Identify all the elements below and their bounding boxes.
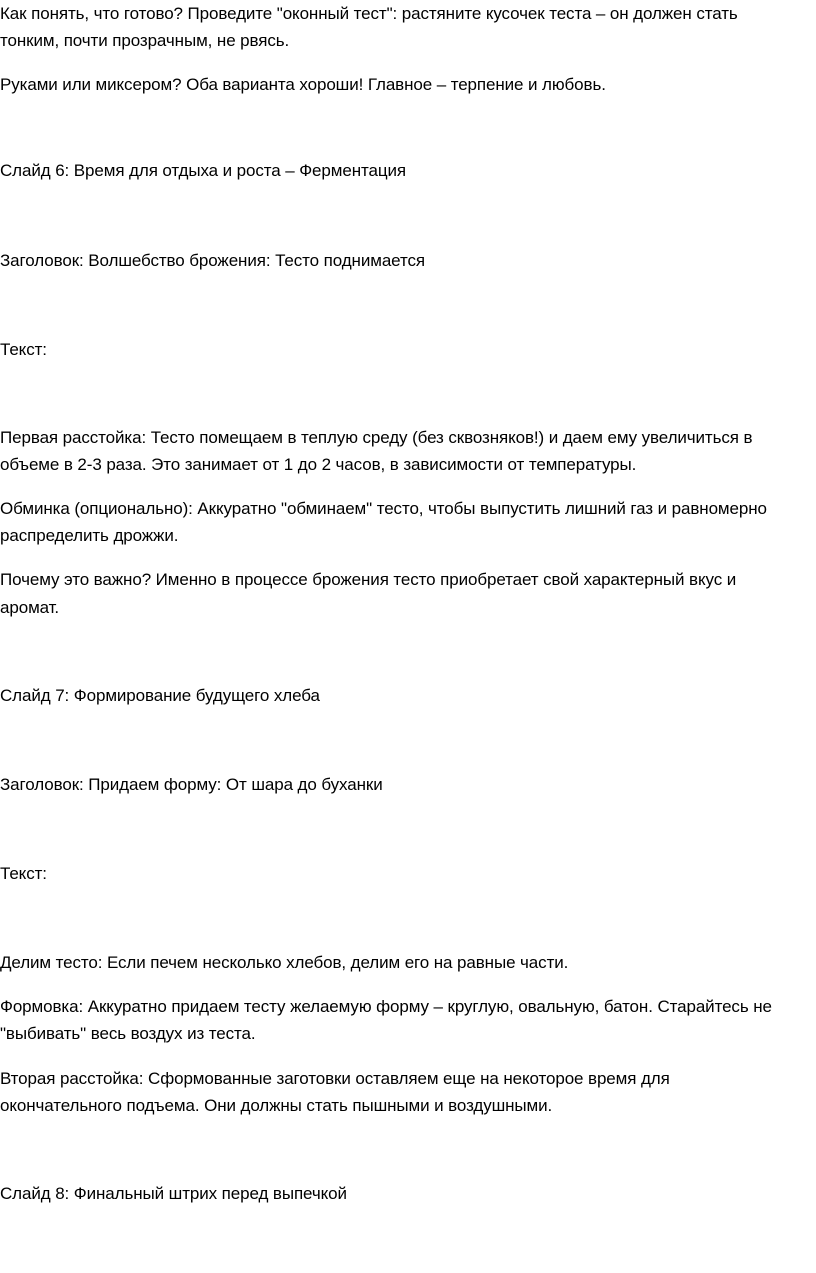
paragraph-line: распределить дрожжи. — [0, 526, 179, 545]
paragraph-line: Формовка: Аккуратно придаем тесту желаемую форму – круглую, овальную, батон. Старайтесь не — [0, 997, 772, 1016]
paragraph-line: "выбивать" весь воздух из теста. — [0, 1024, 256, 1043]
paragraph-line: Почему это важно? Именно в процессе брожения тесто приобретает свой характерный вкус и — [0, 570, 737, 589]
section-title: Заголовок: Волшебство брожения: Тесто поднимается — [0, 251, 425, 270]
paragraph-line: Делим тесто: Если печем несколько хлебов, делим его на равные части. — [0, 953, 569, 972]
paragraph-line: Как понять, что готово? Проведите "оконный тест": растяните кусочек теста – он должен стать — [0, 4, 738, 23]
paragraph-line: Обминка (опционально): Аккуратно "обминаем" тесто, чтобы выпустить лишний газ и равномерно — [0, 499, 767, 518]
paragraph-line: Первая расстойка: Тесто помещаем в теплую среду (без сквозняков!) и даем ему увеличиться в — [0, 428, 753, 447]
text-label: Текст: — [0, 864, 47, 883]
slide-heading: Слайд 7: Формирование будущего хлеба — [0, 686, 320, 705]
paragraph-line: аромат. — [0, 598, 60, 617]
paragraph-line: тонким, почти прозрачным, не рвясь. — [0, 31, 290, 50]
slide-heading: Слайд 6: Время для отдыха и роста – Ферментация — [0, 161, 406, 180]
paragraph-line: окончательного подъема. Они должны стать пышными и воздушными. — [0, 1096, 553, 1115]
section-title: Заголовок: Придаем форму: От шара до буханки — [0, 775, 383, 794]
text-label: Текст: — [0, 340, 47, 359]
slide-heading: Слайд 8: Финальный штрих перед выпечкой — [0, 1184, 347, 1203]
paragraph-line: объеме в 2-3 раза. Это занимает от 1 до 2 часов, в зависимости от температуры. — [0, 455, 637, 474]
paragraph-line: Руками или миксером? Оба варианта хороши! Главное – терпение и любовь. — [0, 75, 606, 94]
paragraph-line: Вторая расстойка: Сформованные заготовки оставляем еще на некоторое время для — [0, 1069, 670, 1088]
